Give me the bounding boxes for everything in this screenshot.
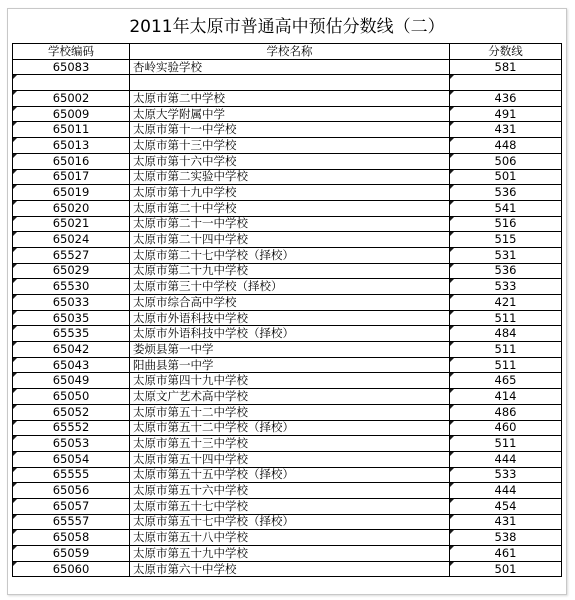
school-name-cell: 娄烦县第一中学	[130, 342, 450, 358]
score-cell	[450, 75, 562, 91]
score-cell: 516	[450, 216, 562, 232]
score-cell: 515	[450, 232, 562, 248]
score-cell: 486	[450, 404, 562, 420]
table-row	[13, 75, 562, 91]
table-row	[13, 498, 562, 514]
table-row	[13, 561, 562, 577]
school-name-cell: 太原市第四十九中学校	[130, 373, 450, 389]
school-name-cell	[130, 75, 450, 91]
table-header-row	[13, 44, 562, 60]
school-code-cell: 65019	[13, 185, 130, 201]
school-code-cell: 65021	[13, 216, 130, 232]
table-row	[13, 122, 562, 138]
school-code-cell: 65555	[13, 467, 130, 483]
school-name-cell: 太原市第二十一中学校	[130, 216, 450, 232]
school-code-cell: 65011	[13, 122, 130, 138]
school-name-cell: 太原市第五十六中学校	[130, 483, 450, 499]
table-row	[13, 216, 562, 232]
score-cell: 460	[450, 420, 562, 436]
score-cell: 454	[450, 498, 562, 514]
school-code-cell: 65043	[13, 357, 130, 373]
school-name-cell: 太原市第十一中学校	[130, 122, 450, 138]
table-row	[13, 404, 562, 420]
table-row	[13, 546, 562, 562]
score-cell: 581	[450, 59, 562, 75]
school-code-cell: 65033	[13, 295, 130, 311]
score-cell: 536	[450, 263, 562, 279]
school-code-cell: 65035	[13, 310, 130, 326]
table-row	[13, 357, 562, 373]
table-row	[13, 389, 562, 405]
score-cell: 414	[450, 389, 562, 405]
school-name-cell: 阳曲县第一中学	[130, 357, 450, 373]
table-row	[13, 59, 562, 75]
school-code-cell: 65060	[13, 561, 130, 577]
school-name-cell: 太原市外语科技中学校（择校）	[130, 326, 450, 342]
school-name-cell: 太原大学附属中学	[130, 106, 450, 122]
table-row	[13, 451, 562, 467]
score-cell: 448	[450, 138, 562, 154]
table-row	[13, 373, 562, 389]
document-frame	[7, 8, 567, 595]
score-cell: 444	[450, 483, 562, 499]
school-name-cell: 太原文广艺术高中学校	[130, 389, 450, 405]
school-name-cell: 太原市第二十九中学校	[130, 263, 450, 279]
school-code-cell: 65029	[13, 263, 130, 279]
school-name-cell: 太原市第二中学校	[130, 91, 450, 107]
school-code-cell: 65054	[13, 451, 130, 467]
school-code-cell: 65013	[13, 138, 130, 154]
school-code-cell: 65052	[13, 404, 130, 420]
score-cell: 511	[450, 357, 562, 373]
school-name-cell: 太原市第二十中学校	[130, 200, 450, 216]
score-table	[12, 43, 562, 577]
table-row	[13, 279, 562, 295]
school-code-cell: 65002	[13, 91, 130, 107]
school-code-cell: 65058	[13, 530, 130, 546]
school-name-cell: 太原市第五十九中学校	[130, 546, 450, 562]
table-row	[13, 106, 562, 122]
school-code-cell: 65016	[13, 153, 130, 169]
school-name-cell: 太原市第二实验中学校	[130, 169, 450, 185]
school-code-cell: 65557	[13, 514, 130, 530]
score-cell: 501	[450, 169, 562, 185]
school-code-cell: 65059	[13, 546, 130, 562]
school-code-cell: 65552	[13, 420, 130, 436]
school-code-cell: 65020	[13, 200, 130, 216]
score-cell: 536	[450, 185, 562, 201]
school-code-cell: 65050	[13, 389, 130, 405]
score-cell: 461	[450, 546, 562, 562]
score-cell: 511	[450, 342, 562, 358]
table-row	[13, 295, 562, 311]
table-row	[13, 342, 562, 358]
header-school-name: 学校名称	[130, 44, 450, 60]
table-row	[13, 247, 562, 263]
score-cell: 541	[450, 200, 562, 216]
school-code-cell: 65042	[13, 342, 130, 358]
table-row	[13, 530, 562, 546]
table-row	[13, 436, 562, 452]
score-cell: 444	[450, 451, 562, 467]
score-cell: 511	[450, 310, 562, 326]
table-row	[13, 514, 562, 530]
school-code-cell: 65083	[13, 59, 130, 75]
school-name-cell: 太原市第五十七中学校	[130, 498, 450, 514]
school-code-cell: 65535	[13, 326, 130, 342]
school-code-cell: 65057	[13, 498, 130, 514]
school-name-cell: 太原市综合高中学校	[130, 295, 450, 311]
score-cell: 431	[450, 122, 562, 138]
school-name-cell: 太原市第五十二中学校	[130, 404, 450, 420]
school-code-cell	[13, 75, 130, 91]
school-name-cell: 太原市第五十二中学校（择校）	[130, 420, 450, 436]
table-row	[13, 91, 562, 107]
school-name-cell: 杏岭实验学校	[130, 59, 450, 75]
score-cell: 491	[450, 106, 562, 122]
table-row	[13, 232, 562, 248]
school-code-cell: 65527	[13, 247, 130, 263]
school-name-cell: 太原市第二十四中学校	[130, 232, 450, 248]
score-cell: 538	[450, 530, 562, 546]
table-row	[13, 153, 562, 169]
school-name-cell: 太原市第三十中学校（择校）	[130, 279, 450, 295]
score-cell: 533	[450, 467, 562, 483]
score-cell: 501	[450, 561, 562, 577]
score-cell: 431	[450, 514, 562, 530]
school-name-cell: 太原市第十六中学校	[130, 153, 450, 169]
table-row	[13, 138, 562, 154]
score-cell: 421	[450, 295, 562, 311]
school-name-cell: 太原市第六十中学校	[130, 561, 450, 577]
school-code-cell: 65009	[13, 106, 130, 122]
school-code-cell: 65024	[13, 232, 130, 248]
table-row	[13, 185, 562, 201]
school-name-cell: 太原市第十九中学校	[130, 185, 450, 201]
table-row	[13, 263, 562, 279]
school-code-cell: 65530	[13, 279, 130, 295]
school-name-cell: 太原市第五十四中学校	[130, 451, 450, 467]
school-code-cell: 65053	[13, 436, 130, 452]
school-name-cell: 太原市第二十七中学校（择校）	[130, 247, 450, 263]
school-code-cell: 65056	[13, 483, 130, 499]
school-name-cell: 太原市外语科技中学校	[130, 310, 450, 326]
table-row	[13, 310, 562, 326]
table-row	[13, 200, 562, 216]
table-row	[13, 420, 562, 436]
score-cell: 511	[450, 436, 562, 452]
school-code-cell: 65017	[13, 169, 130, 185]
table-row	[13, 483, 562, 499]
table-body	[13, 59, 562, 577]
score-cell: 484	[450, 326, 562, 342]
table-row	[13, 169, 562, 185]
header-score: 分数线	[450, 44, 562, 60]
score-cell: 506	[450, 153, 562, 169]
school-name-cell: 太原市第五十五中学校（择校）	[130, 467, 450, 483]
table-row	[13, 467, 562, 483]
table-row	[13, 326, 562, 342]
score-cell: 533	[450, 279, 562, 295]
score-cell: 531	[450, 247, 562, 263]
school-name-cell: 太原市第五十八中学校	[130, 530, 450, 546]
school-code-cell: 65049	[13, 373, 130, 389]
score-cell: 465	[450, 373, 562, 389]
document-title: 2011年太原市普通高中预估分数线（二）	[129, 17, 445, 37]
school-name-cell: 太原市第十三中学校	[130, 138, 450, 154]
score-cell: 436	[450, 91, 562, 107]
school-name-cell: 太原市第五十七中学校（择校）	[130, 514, 450, 530]
school-name-cell: 太原市第五十三中学校	[130, 436, 450, 452]
header-school-code: 学校编码	[13, 44, 130, 60]
